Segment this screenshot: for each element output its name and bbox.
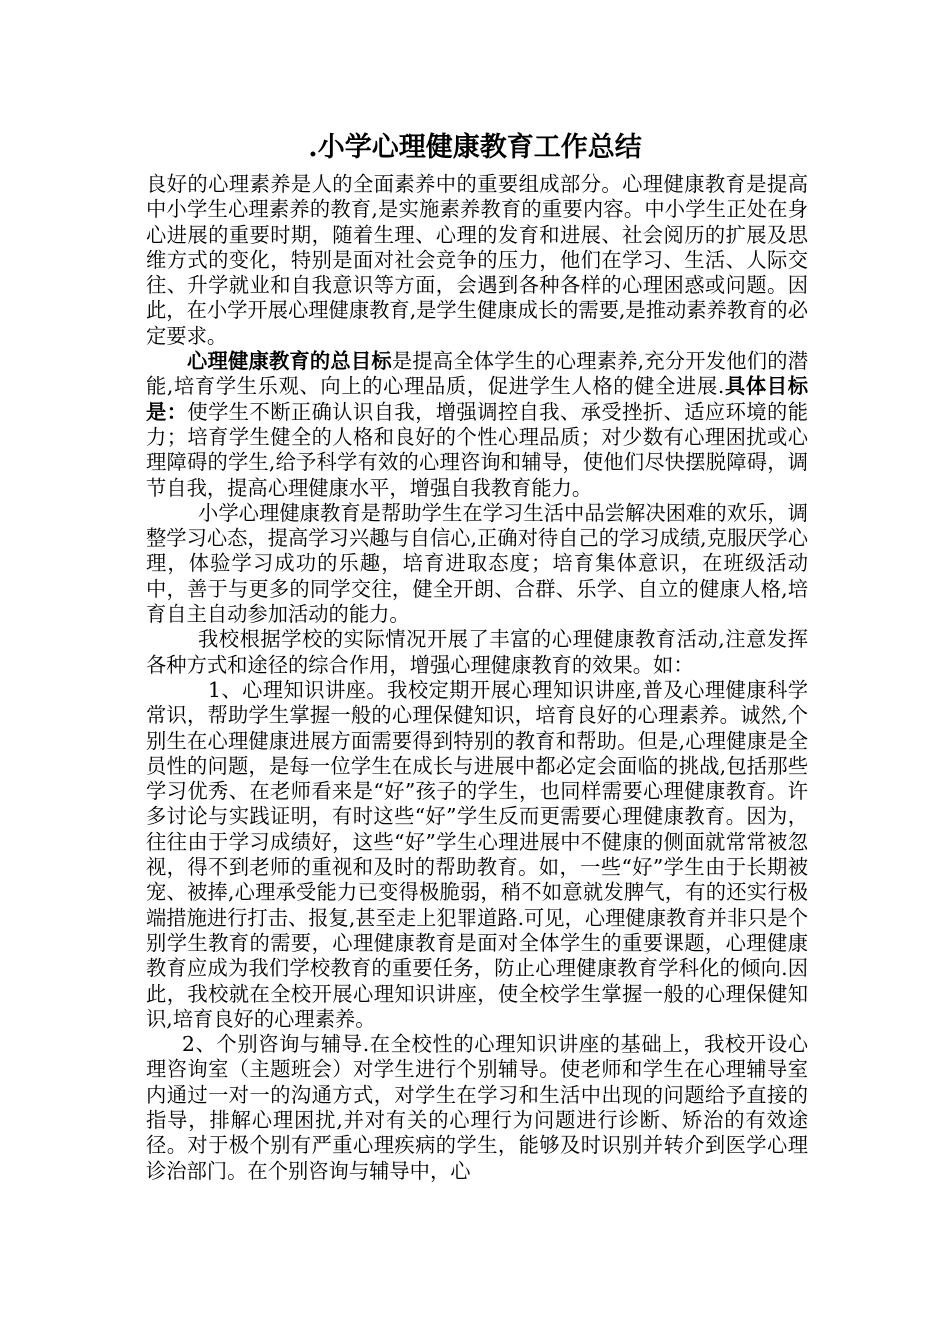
overall-goal-heading: 心理健康教育的总目标 — [187, 349, 392, 374]
paragraph-lectures: 1、心理知识讲座。我校定期开展心理知识讲座,普及心理健康科学常识，帮助学生掌握一般的心理保健知识，培育良好的心理素养。诚然,个别生在心理健康进展方面需要得到特别的教育和帮助。但是,心理健康是全员性的问题，是每一位学生在成长与进展中都必定会面临的挑战,包括那些学习优秀、在老师看来是“好”孩子的学生，也同样需要心理健康教育。许多讨论与实践证明，有时这些“好”学生反而更需要心理健康教育。因为，往往由于学习成绩好，这些“好”学生心理进展中不健康的侧面就常常被忽视，得不到老师的重视和及时的帮助教育。如，一些“好”学生由于长期被宠、被捧,心理承受能力已变得极脆弱，稍不如意就发脾气，有的还实行极端措施进行打击、报复,甚至走上犯罪道路.可见，心理健康教育并非只是个别学生教育的需要，心理健康教育是面对全体学生的重要课题，心理健康教育应成为我们学校教育的重要任务，防止心理健康教育学科化的倾向.因此，我校就在全校开展心理知识讲座，使全校学生掌握一般的心理保健知识,培育良好的心理素养。 — [146, 677, 808, 1031]
document-body — [146, 172, 808, 1184]
specific-goal-heading: 具体目标是： — [146, 374, 808, 424]
paragraph-purpose: 小学心理健康教育是帮助学生在学习生活中品尝解决困难的欢乐，调整学习心态，提高学习兴趣与自信心,正确对待自己的学习成绩,克服厌学心理，体验学习成功的乐趣，培育进取态度；培育集体意识，在班级活动中，善于与更多的同学交往，健全开朗、合群、乐学、自立的健康人格,培育自主自动参加活动的能力。 — [146, 500, 808, 627]
specific-goal-text: 使学生不断正确认识自我，增强调控自我、承受挫折、适应环境的能力；培育学生健全的人格和良好的个性心理品质；对少数有心理困扰或心理障碍的学生,给予科学有效的心理咨询和辅导，使他们尽快摆脱障碍，调节自我，提高心理健康水平，增强自我教育能力。 — [146, 399, 808, 500]
paragraph-counseling: 2、个别咨询与辅导.在全校性的心理知识讲座的基础上，我校开设心理咨询室（主题班会）对学生进行个别辅导。使老师和学生在心理辅导室内通过一对一的沟通方式，对学生在学习和生活中出现的问题给予直接的指导，排解心理困扰,并对有关的心理行为问题进行诊断、矫治的有效途径。对于极个别有严重心理疾病的学生，能够及时识别并转介到医学心理诊治部门。在个别咨询与辅导中，心 — [146, 1032, 808, 1183]
paragraph-goals — [146, 349, 808, 501]
document-title: .小学心理健康教育工作总结 — [308, 132, 642, 163]
paragraph-activities: 我校根据学校的实际情况开展了丰富的心理健康教育活动,注意发挥各种方式和途径的综合作用，增强心理健康教育的效果。如： — [146, 627, 808, 677]
paragraph-intro: 良好的心理素养是人的全面素养中的重要组成部分。心理健康教育是提高中小学生心理素养的教育,是实施素养教育的重要内容。中小学生正处在身心进展的重要时期，随着生理、心理的发育和进展、社会阅历的扩展及思维方式的变化，特别是面对社会竞争的压力，他们在学习、生活、人际交往、升学就业和自我意识等方面，会遇到各种各样的心理困惑或问题。因此，在小学开展心理健康教育,是学生健康成长的需要,是推动素养教育的必定要求。 — [146, 172, 808, 348]
overall-goal-text: 是提高全体学生的心理素养,充分开发他们的潜能,培育学生乐观、向上的心理品质，促进学生人格的健全进展. — [146, 349, 808, 399]
